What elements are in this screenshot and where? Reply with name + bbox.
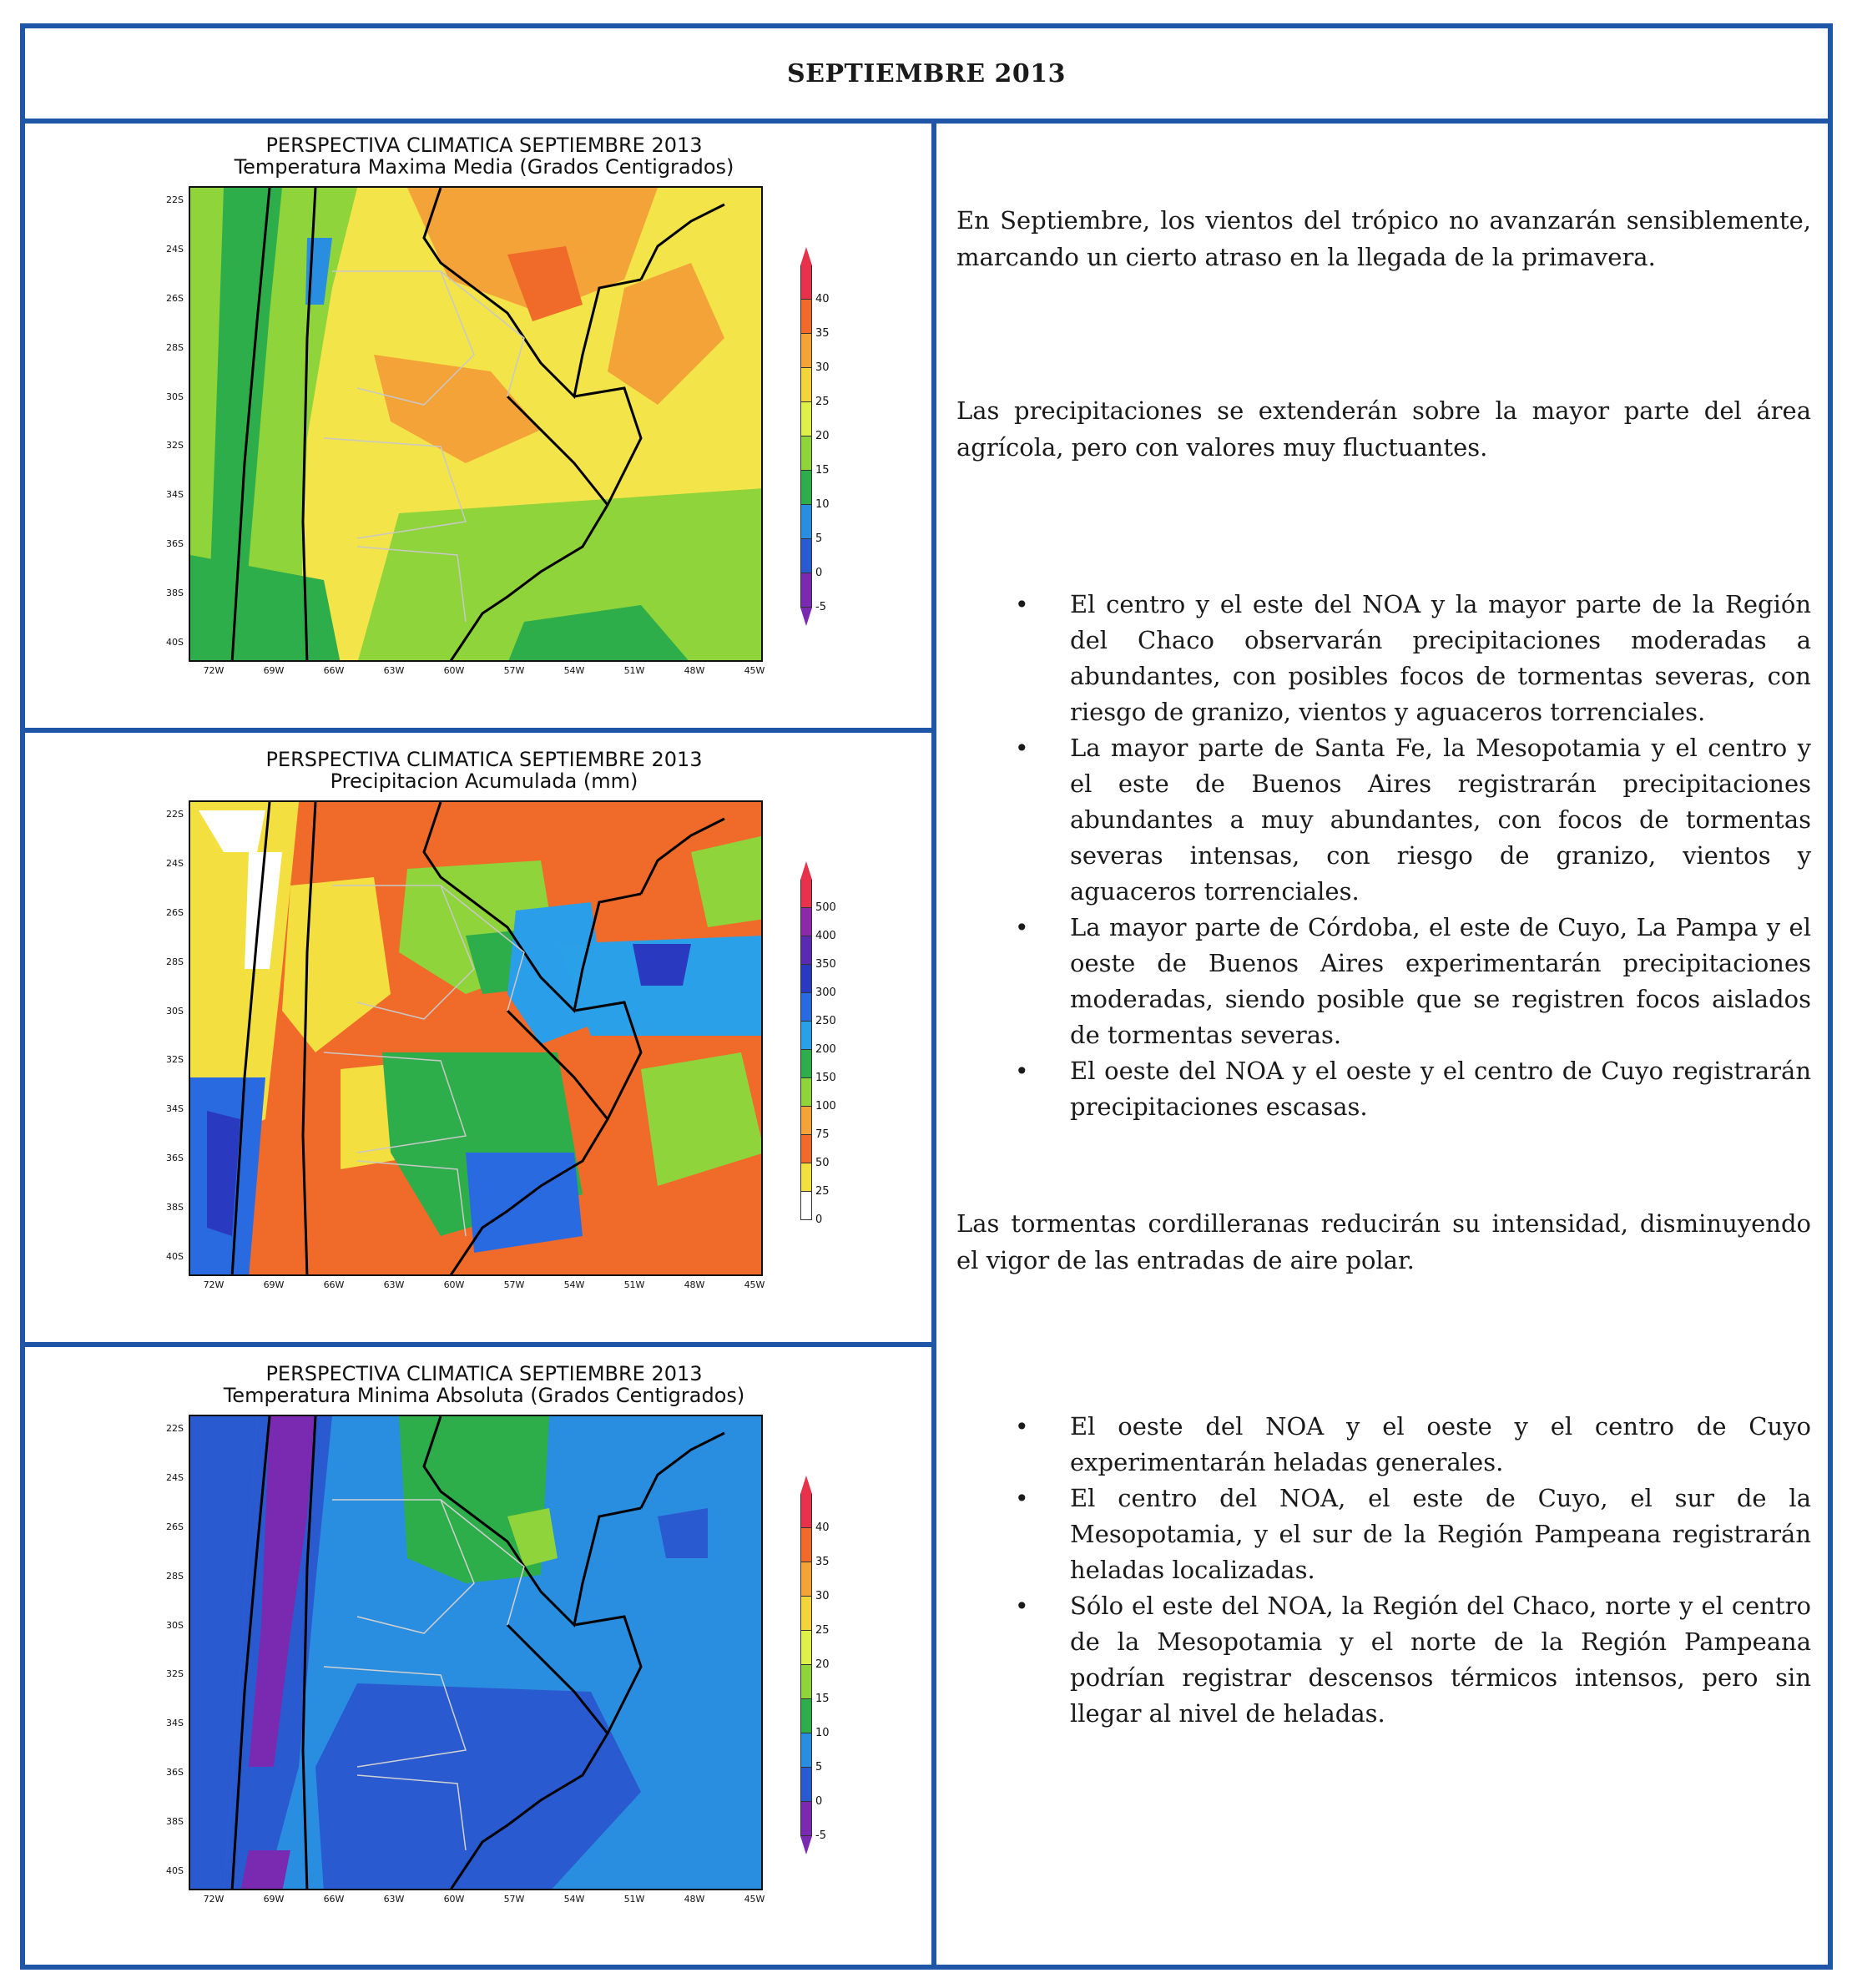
longitude-tick-label: 51W (623, 1894, 645, 1905)
latitude-tick-label: 30S (166, 1005, 184, 1017)
colorbar-tick-label: 25 (815, 1185, 830, 1198)
latitude-tick-label: 30S (166, 391, 184, 402)
latitude-tick-label: 26S (166, 1521, 184, 1532)
colorbar-tick-label: 0 (815, 567, 823, 579)
latitude-tick-label: 36S (166, 1767, 184, 1779)
latitude-tick-label: 22S (166, 1423, 184, 1434)
bullet-dot: • (1015, 1413, 1029, 1441)
longitude-tick-label: 60W (443, 1279, 465, 1290)
colorbar-segment (800, 965, 812, 993)
bulletin-frame (20, 23, 1833, 1970)
colorbar-segment (800, 1802, 812, 1836)
longitude-tick-label: 63W (383, 1894, 405, 1905)
colorbar-segment (800, 1631, 812, 1665)
longitude-tick-label: 63W (383, 665, 405, 676)
colorbar-segment (800, 573, 812, 608)
colorbar-top-arrow (800, 247, 812, 265)
latitude-tick-label: 26S (166, 906, 184, 918)
colorbar-tick-label: 350 (815, 958, 836, 971)
precip-map (189, 800, 763, 1276)
longitude-tick-label: 57W (503, 665, 525, 676)
bullet-item (956, 1053, 1811, 1125)
colorbar-segment (800, 1528, 812, 1562)
bullet-item (956, 1409, 1811, 1481)
longitude-tick-label: 45W (744, 665, 765, 676)
bullet-item (956, 730, 1811, 910)
colorbar-segment (800, 334, 812, 368)
colorbar-tick-label: 50 (815, 1157, 830, 1169)
colorbar-segment (800, 1107, 812, 1135)
colorbar-tick-label: 15 (815, 1693, 830, 1705)
longitude-tick-label: 66W (323, 1894, 345, 1905)
colorbar-segment (800, 1022, 812, 1050)
colorbar-tick-label: 100 (815, 1100, 836, 1113)
longitude-tick-label: 69W (263, 665, 285, 676)
longitude-tick-label: 51W (623, 1279, 645, 1290)
latitude-tick-label: 32S (166, 1668, 184, 1680)
min-temp-map (189, 1415, 763, 1890)
colorbar-segment (800, 993, 812, 1022)
map-subtitle: Temperatura Maxima Media (Grados Centigrados) (234, 155, 734, 179)
latitude-tick-label: 36S (166, 1153, 184, 1164)
map-title: PERSPECTIVA CLIMATICA SEPTIEMBRE 2013 (265, 1362, 703, 1385)
colorbar-segment (800, 1733, 812, 1768)
colorbar-segment (800, 402, 812, 436)
bullet-item (956, 910, 1811, 1053)
colorbar-tick-label: 250 (815, 1015, 836, 1027)
bullet-dot: • (1015, 1485, 1029, 1512)
colorbar-tick-label: 0 (815, 1795, 823, 1808)
maps-column (25, 124, 931, 1965)
colorbar-tick-label: 20 (815, 430, 830, 442)
latitude-tick-label: 38S (166, 1816, 184, 1828)
latitude-tick-label: 22S (166, 809, 184, 820)
text-column (931, 124, 1828, 1965)
longitude-tick-label: 45W (744, 1279, 765, 1290)
longitude-tick-label: 45W (744, 1894, 765, 1905)
colorbar-tick-label: 5 (815, 1761, 823, 1774)
longitude-tick-label: 48W (684, 1279, 705, 1290)
map-subtitle: Temperatura Minima Absoluta (Grados Centigrados) (223, 1384, 745, 1407)
colorbar-tick-label: -5 (815, 601, 826, 613)
bullet-text: La mayor parte de Córdoba, el este de Cuyo, La Pampa y el oeste de Buenos Aires experimentarán precipitaciones moderadas, siendo posible que se registren focos aislados de tormentas severas. (1070, 913, 1811, 1049)
latitude-tick-label: 24S (166, 857, 184, 869)
precip-colorbar (800, 861, 836, 1239)
colorbar-bottom-arrow (800, 1836, 812, 1854)
colorbar-tick-label: 30 (815, 361, 830, 374)
colorbar-tick-label: 400 (815, 930, 836, 942)
paragraph-storms: Las tormentas cordilleranas reducirán su intensidad, disminuyendo el vigor de las entradas de aire polar. (956, 1209, 1811, 1274)
latitude-tick-label: 40S (166, 637, 184, 648)
longitude-tick-label: 63W (383, 1279, 405, 1290)
header (25, 28, 1828, 124)
map-panel-max-temp (25, 124, 931, 733)
colorbar-segment (800, 436, 812, 471)
bullet-item (956, 587, 1811, 730)
longitude-tick-label: 54W (563, 1279, 585, 1290)
colorbar-segment (800, 1050, 812, 1078)
latitude-tick-label: 28S (166, 341, 184, 353)
colorbar-tick-label: 10 (815, 1727, 830, 1739)
longitude-tick-label: 54W (563, 1894, 585, 1905)
colorbar-segment (800, 1597, 812, 1631)
latitude-tick-label: 40S (166, 1251, 184, 1262)
latitude-tick-label: 28S (166, 1570, 184, 1582)
bullet-text: El oeste del NOA y el oeste y el centro de Cuyo experimentarán heladas generales. (1070, 1412, 1811, 1476)
colorbar-segment (800, 1192, 812, 1220)
longitude-tick-label: 48W (684, 1894, 705, 1905)
latitude-tick-label: 26S (166, 292, 184, 304)
colorbar-tick-label: 25 (815, 396, 830, 408)
map-panel-precip (25, 738, 931, 1347)
longitude-tick-label: 66W (323, 1279, 345, 1290)
bullet-text: La mayor parte de Santa Fe, la Mesopotamia y el centro y el este de Buenos Aires registrarán precipitaciones abundantes a muy abundantes, con focos de tormentas severas intensas, con riesgo de granizo, vientos y aguaceros torrenciales. (1070, 734, 1811, 906)
colorbar-segment (800, 1562, 812, 1597)
colorbar-tick-label: 5 (815, 532, 823, 545)
colorbar-tick-label: -5 (815, 1829, 826, 1842)
colorbar-tick-label: 40 (815, 1521, 830, 1534)
colorbar-tick-label: 20 (815, 1658, 830, 1671)
colorbar-segment (800, 908, 812, 936)
bullet-dot: • (1015, 914, 1029, 941)
colorbar-segment (800, 1078, 812, 1107)
colorbar-top-arrow (800, 1476, 812, 1494)
paragraph-precipitation: Las precipitaciones se extenderán sobre la mayor parte del área agrícola, pero con valores muy fluctuantes. (956, 396, 1811, 462)
latitude-tick-label: 30S (166, 1619, 184, 1631)
precipitation-bullets (956, 587, 1811, 1125)
map-title: PERSPECTIVA CLIMATICA SEPTIEMBRE 2013 (265, 748, 703, 771)
latitude-tick-label: 32S (166, 440, 184, 452)
longitude-tick-label: 57W (503, 1279, 525, 1290)
colorbar-tick-label: 500 (815, 901, 836, 914)
colorbar-segment (800, 300, 812, 334)
colorbar-segment (800, 368, 812, 402)
colorbar-tick-label: 10 (815, 498, 830, 511)
latitude-tick-label: 34S (166, 1718, 184, 1729)
paragraph-tropical-winds: En Septiembre, los vientos del trópico no avanzarán sensiblemente, marcando un cierto atraso en la llegada de la primavera. (956, 206, 1811, 271)
precip-field (190, 802, 763, 1276)
colorbar-segment (800, 471, 812, 505)
latitude-tick-label: 36S (166, 538, 184, 550)
bullet-item (956, 1481, 1811, 1588)
colorbar-bottom-arrow (800, 1220, 812, 1239)
colorbar-tick-label: 75 (815, 1128, 830, 1141)
colorbar-tick-label: 30 (815, 1590, 830, 1602)
latitude-tick-label: 34S (166, 1103, 184, 1115)
bullet-dot: • (1015, 1057, 1029, 1085)
colorbar-tick-label: 25 (815, 1624, 830, 1637)
longitude-tick-label: 48W (684, 665, 705, 676)
colorbar-tick-label: 35 (815, 327, 830, 340)
bullet-text: Sólo el este del NOA, la Región del Chaco, norte y el centro de la Mesopotamia y el norte de la Región Pampeana podrían registrar descensos térmicos intensos, pero sin llegar al nivel de heladas. (1070, 1592, 1811, 1728)
colorbar-tick-label: 40 (815, 293, 830, 305)
colorbar-segment (800, 539, 812, 573)
latitude-tick-label: 24S (166, 243, 184, 255)
colorbar-tick-label: 35 (815, 1556, 830, 1568)
colorbar-segment (800, 265, 812, 300)
page-title: SEPTIEMBRE 2013 (786, 58, 1067, 88)
bullet-dot: • (1015, 591, 1029, 618)
longitude-tick-label: 60W (443, 1894, 465, 1905)
colorbar-segment (800, 1699, 812, 1733)
colorbar-bottom-arrow (800, 608, 812, 626)
latitude-tick-label: 32S (166, 1054, 184, 1066)
longitude-tick-label: 60W (443, 665, 465, 676)
longitude-tick-label: 51W (623, 665, 645, 676)
latitude-tick-label: 38S (166, 1202, 184, 1213)
longitude-tick-label: 69W (263, 1279, 285, 1290)
latitude-tick-label: 40S (166, 1865, 184, 1876)
colorbar-tick-label: 15 (815, 464, 830, 477)
bullet-text: El centro y el este del NOA y la mayor parte de la Región del Chaco observarán precipitaciones moderadas a abundantes, con posibles focos de tormentas severas, con riesgo de granizo, vientos y aguaceros torrenciales. (1070, 590, 1811, 726)
bullet-text: El oeste del NOA y el oeste y el centro de Cuyo registrarán precipitaciones escasas. (1070, 1057, 1811, 1121)
latitude-tick-label: 28S (166, 956, 184, 967)
max-temp-field (190, 188, 763, 662)
map-title: PERSPECTIVA CLIMATICA SEPTIEMBRE 2013 (265, 134, 703, 157)
min-temp-field (190, 1416, 763, 1890)
colorbar-segment (800, 1768, 812, 1802)
colorbar-segment (800, 1665, 812, 1699)
map-panel-min-temp (25, 1352, 931, 1965)
min-temp-colorbar (800, 1476, 830, 1854)
latitude-tick-label: 24S (166, 1471, 184, 1483)
latitude-tick-label: 38S (166, 588, 184, 599)
max-temp-map (189, 186, 763, 662)
map-subtitle: Precipitacion Acumulada (mm) (330, 769, 638, 793)
bullet-text: El centro del NOA, el este de Cuyo, el sur de la Mesopotamia, y el sur de la Región Pampeana registrarán heladas localizadas. (1070, 1484, 1811, 1584)
longitude-tick-label: 72W (203, 665, 225, 676)
longitude-tick-label: 66W (323, 665, 345, 676)
latitude-tick-label: 22S (166, 194, 184, 205)
colorbar-segment (800, 1494, 812, 1528)
longitude-tick-label: 72W (203, 1894, 225, 1905)
colorbar-tick-label: 0 (815, 1213, 823, 1226)
colorbar-tick-label: 200 (815, 1043, 836, 1056)
longitude-tick-label: 57W (503, 1894, 525, 1905)
colorbar-tick-label: 300 (815, 986, 836, 999)
latitude-tick-label: 34S (166, 489, 184, 501)
colorbar-segment (800, 936, 812, 965)
colorbar-segment (800, 880, 812, 908)
frost-bullets (956, 1409, 1811, 1732)
bullet-dot: • (1015, 734, 1029, 762)
colorbar-segment (800, 505, 812, 539)
longitude-tick-label: 69W (263, 1894, 285, 1905)
colorbar-tick-label: 150 (815, 1072, 836, 1084)
longitude-tick-label: 72W (203, 1279, 225, 1290)
colorbar-segment (800, 1135, 812, 1163)
bullet-item (956, 1588, 1811, 1732)
bullet-dot: • (1015, 1592, 1029, 1620)
longitude-tick-label: 54W (563, 665, 585, 676)
colorbar-top-arrow (800, 861, 812, 880)
max-temp-colorbar (800, 247, 830, 626)
colorbar-segment (800, 1163, 812, 1192)
